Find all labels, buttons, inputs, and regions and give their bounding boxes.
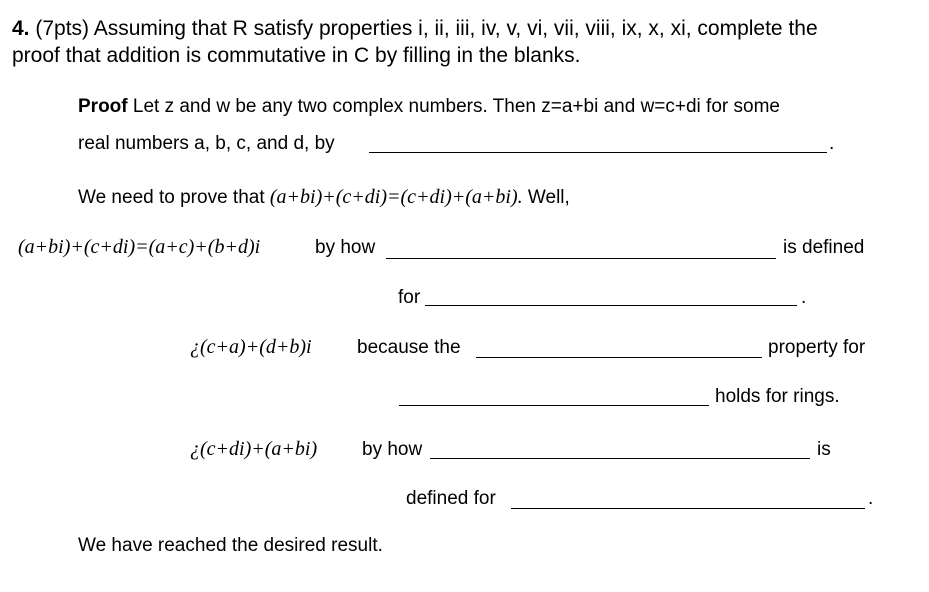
need-equation: (a+bi)+(c+di)=(c+di)+(a+bi). — [269, 186, 523, 208]
blank-1[interactable] — [369, 152, 827, 153]
proof-line-1 — [78, 96, 780, 118]
question-line-2: proof that addition is commutative in C by filling in the blanks. — [12, 44, 581, 67]
blank-7[interactable] — [511, 508, 865, 509]
step1b-for: for — [398, 287, 421, 308]
proof-label: Proof — [78, 96, 128, 117]
step3b-end: . — [868, 488, 874, 509]
well-text: Well, — [527, 187, 570, 208]
proof-line-2-end: . — [829, 133, 835, 154]
step3-expression: ¿(c+di)+(a+bi) — [190, 438, 318, 460]
need-text: We need to prove that — [78, 187, 265, 208]
question-text-1: (7pts) Assuming that R satisfy properties i, ii, iii, iv, v, vi, vii, viii, ix, x, xi, complete the — [35, 17, 818, 40]
step3-after: is — [817, 439, 831, 460]
question-line-1 — [12, 16, 818, 42]
proof-line-2-text: real numbers a, b, c, and d, by — [78, 133, 335, 154]
step1-after: is defined — [783, 237, 865, 258]
blank-4[interactable] — [476, 357, 762, 358]
proof-line-1-text: Let z and w be any two complex numbers. Then z=a+bi and w=c+di for some — [132, 96, 780, 117]
step2-after: property for — [768, 337, 866, 358]
blank-3[interactable] — [425, 305, 797, 306]
need-to-prove — [78, 186, 570, 209]
step3b-defined-for: defined for — [406, 488, 496, 509]
step1-by: by how — [315, 237, 376, 258]
step1-expression: (a+bi)+(c+di)=(a+c)+(b+d)i — [18, 236, 261, 258]
conclusion: We have reached the desired result. — [78, 535, 383, 556]
step2b-after: holds for rings. — [715, 386, 840, 407]
blank-5[interactable] — [399, 405, 709, 406]
step3-by: by how — [362, 439, 423, 460]
blank-2[interactable] — [386, 258, 776, 259]
blank-6[interactable] — [430, 458, 810, 459]
question-number: 4. — [12, 17, 30, 40]
step2-expression: ¿(c+a)+(d+b)i — [190, 336, 312, 358]
step2-because: because the — [357, 337, 461, 358]
step1b-end: . — [801, 287, 807, 308]
